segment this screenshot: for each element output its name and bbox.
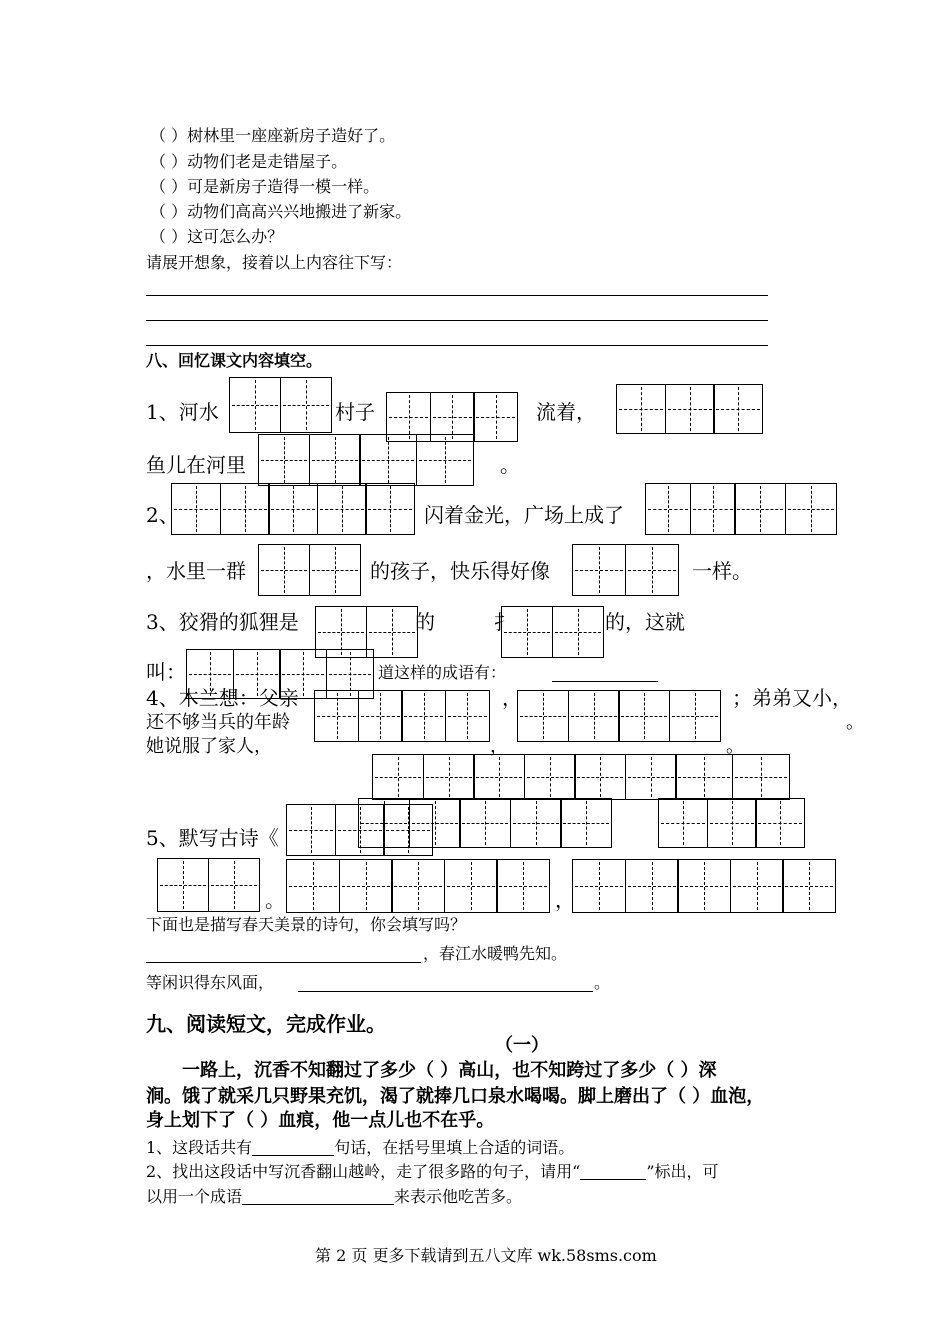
q4-text-b: ，	[502, 686, 522, 710]
order-item-1	[150, 128, 395, 144]
q5-grid-1[interactable]	[372, 754, 790, 800]
writing-line-3[interactable]	[146, 345, 768, 346]
s9-q2-idiom-blank[interactable]	[242, 1204, 394, 1205]
q4-text-g: ，	[490, 736, 508, 757]
order-item-2	[150, 154, 347, 170]
order-paren[interactable]: （ ）	[150, 177, 188, 196]
q5-grid-3[interactable]	[358, 798, 612, 848]
q5-text-b: 。	[265, 888, 285, 912]
s9-q1	[146, 1140, 574, 1156]
section9-title: 九、阅读短文，完成作业。	[146, 1012, 386, 1036]
q5-grid-7[interactable]	[572, 859, 836, 913]
s9-q1-a: 1、这段话共有	[146, 1138, 253, 1157]
q4-text-c: ；弟弟又小，	[732, 686, 852, 710]
passage-line-1: 一路上，沉香不知翻过了多少（ ）高山，也不知跨过了多少（ ）深	[182, 1060, 717, 1081]
q2-text-c: ，水里一群	[146, 559, 246, 583]
order-paren[interactable]: （ ）	[150, 126, 188, 145]
q1-grid-4[interactable]	[258, 434, 474, 486]
poem1-tail: ，春江水暖鸭先知。	[423, 944, 568, 963]
q2-grid-3[interactable]	[258, 544, 361, 596]
q3-text-d: 的，这就	[605, 610, 685, 634]
q2-grid-2[interactable]	[645, 483, 837, 535]
order-text: 树林里一座座新房子造好了。	[187, 126, 396, 145]
q4-text-f: 她说服了家人，	[146, 736, 272, 757]
q3-text-a: 3、狡猾的狐狸是	[146, 610, 299, 634]
q2-text-a: 2、	[146, 503, 179, 527]
q2-text-d: 的孩子，快乐得好像	[370, 559, 550, 583]
order-text: 可是新房子造得一模一样。	[187, 177, 380, 196]
s9-q2-line2	[146, 1189, 522, 1205]
section8-title: 八、回忆课文内容填空。	[146, 351, 323, 370]
q3-text-e: 叫：	[146, 660, 186, 684]
q1-text-d: 鱼儿在河里	[146, 453, 246, 477]
s9-q2-b: ”标出，可	[646, 1162, 719, 1181]
q2-grid-1[interactable]	[171, 483, 415, 535]
s9-q2-c: 以用一个成语	[146, 1187, 243, 1206]
s9-q2	[146, 1164, 719, 1180]
passage-line-3: 身上划下了（ ）血痕，他一点儿也不在乎。	[146, 1110, 495, 1131]
q3-grid-2[interactable]	[501, 606, 604, 658]
writing-line-2[interactable]	[146, 320, 768, 321]
q5-grid-6[interactable]	[286, 859, 550, 913]
q1-text-e: 。	[500, 453, 520, 477]
s9-q1-blank[interactable]	[252, 1155, 334, 1156]
q1-text-b: 村子	[335, 400, 375, 424]
order-text: 这可怎么办？	[187, 227, 284, 246]
q5-grid-4[interactable]	[658, 798, 805, 848]
q2-grid-4[interactable]	[572, 544, 679, 596]
order-item-5	[150, 229, 283, 245]
q3-text-b: 的	[415, 610, 435, 634]
q1-text-a: 1、河水	[146, 400, 219, 424]
s9-q2-d: 来表示他吃苦多。	[394, 1187, 523, 1206]
s9-q2-mark-blank[interactable]	[580, 1179, 646, 1180]
q5-text-c: ，	[555, 888, 575, 912]
order-paren[interactable]: （ ）	[150, 202, 188, 221]
poem2-tail: 。	[594, 973, 611, 992]
q1-text-c: 流着，	[536, 400, 596, 424]
order-text: 动物们高高兴兴地搬进了新家。	[187, 202, 412, 221]
q4-grid-1[interactable]	[314, 690, 490, 742]
q5-grid-5[interactable]	[157, 858, 260, 912]
s9-q2-a: 2、找出这段话中写沉香翻山越岭，走了很多路的句子，请用“	[146, 1162, 581, 1181]
q1-grid-1[interactable]	[229, 377, 332, 433]
q2-text-b: 闪着金光，广场上成了	[424, 503, 624, 527]
writing-line-1[interactable]	[146, 295, 768, 296]
q4-text-d: 还不够当兵的年龄	[146, 712, 290, 733]
order-item-3	[150, 179, 379, 195]
q1-grid-3[interactable]	[616, 384, 763, 434]
poem-prompt: 下面也是描写春天美景的诗句，你会填写吗？	[146, 915, 467, 934]
order-text: 动物们老是走错屋子。	[187, 152, 348, 171]
order-item-4	[150, 204, 411, 220]
section9-subtitle: （一）	[495, 1035, 549, 1056]
q4-grid-2[interactable]	[517, 690, 721, 742]
poem2-blank[interactable]	[298, 991, 593, 992]
q2-text-e: 一样。	[692, 559, 752, 583]
passage-line-2: 涧。饿了就采几只野果充饥，渴了就捧几口泉水喝喝。脚上磨出了（ ）血泡，	[146, 1086, 765, 1107]
q3-text-c: 扌	[494, 610, 514, 634]
order-paren[interactable]: （ ）	[150, 152, 188, 171]
poem1-blank[interactable]	[146, 962, 421, 963]
q4-text-h: 。	[726, 736, 744, 757]
q4-text-e: 。	[846, 712, 864, 733]
s9-q1-b: 句话，在括号里填上合适的词语。	[334, 1138, 575, 1157]
order-paren[interactable]: （ ）	[150, 227, 188, 246]
continue-prompt: 请展开想象，接着以上内容往下写：	[146, 253, 403, 272]
q3-text-f: 道这样的成语有：	[378, 663, 507, 682]
q4-text-a: 4、木兰想：父亲	[146, 686, 299, 710]
poem2-head: 等闲识得东风面，	[146, 973, 275, 992]
q3-idiom-blank[interactable]	[552, 681, 658, 682]
page-footer: 第 2 页 更多下载请到五八文库 wk.58sms.com	[315, 1246, 657, 1265]
q5-text-a: 5、默写古诗《	[146, 826, 279, 850]
